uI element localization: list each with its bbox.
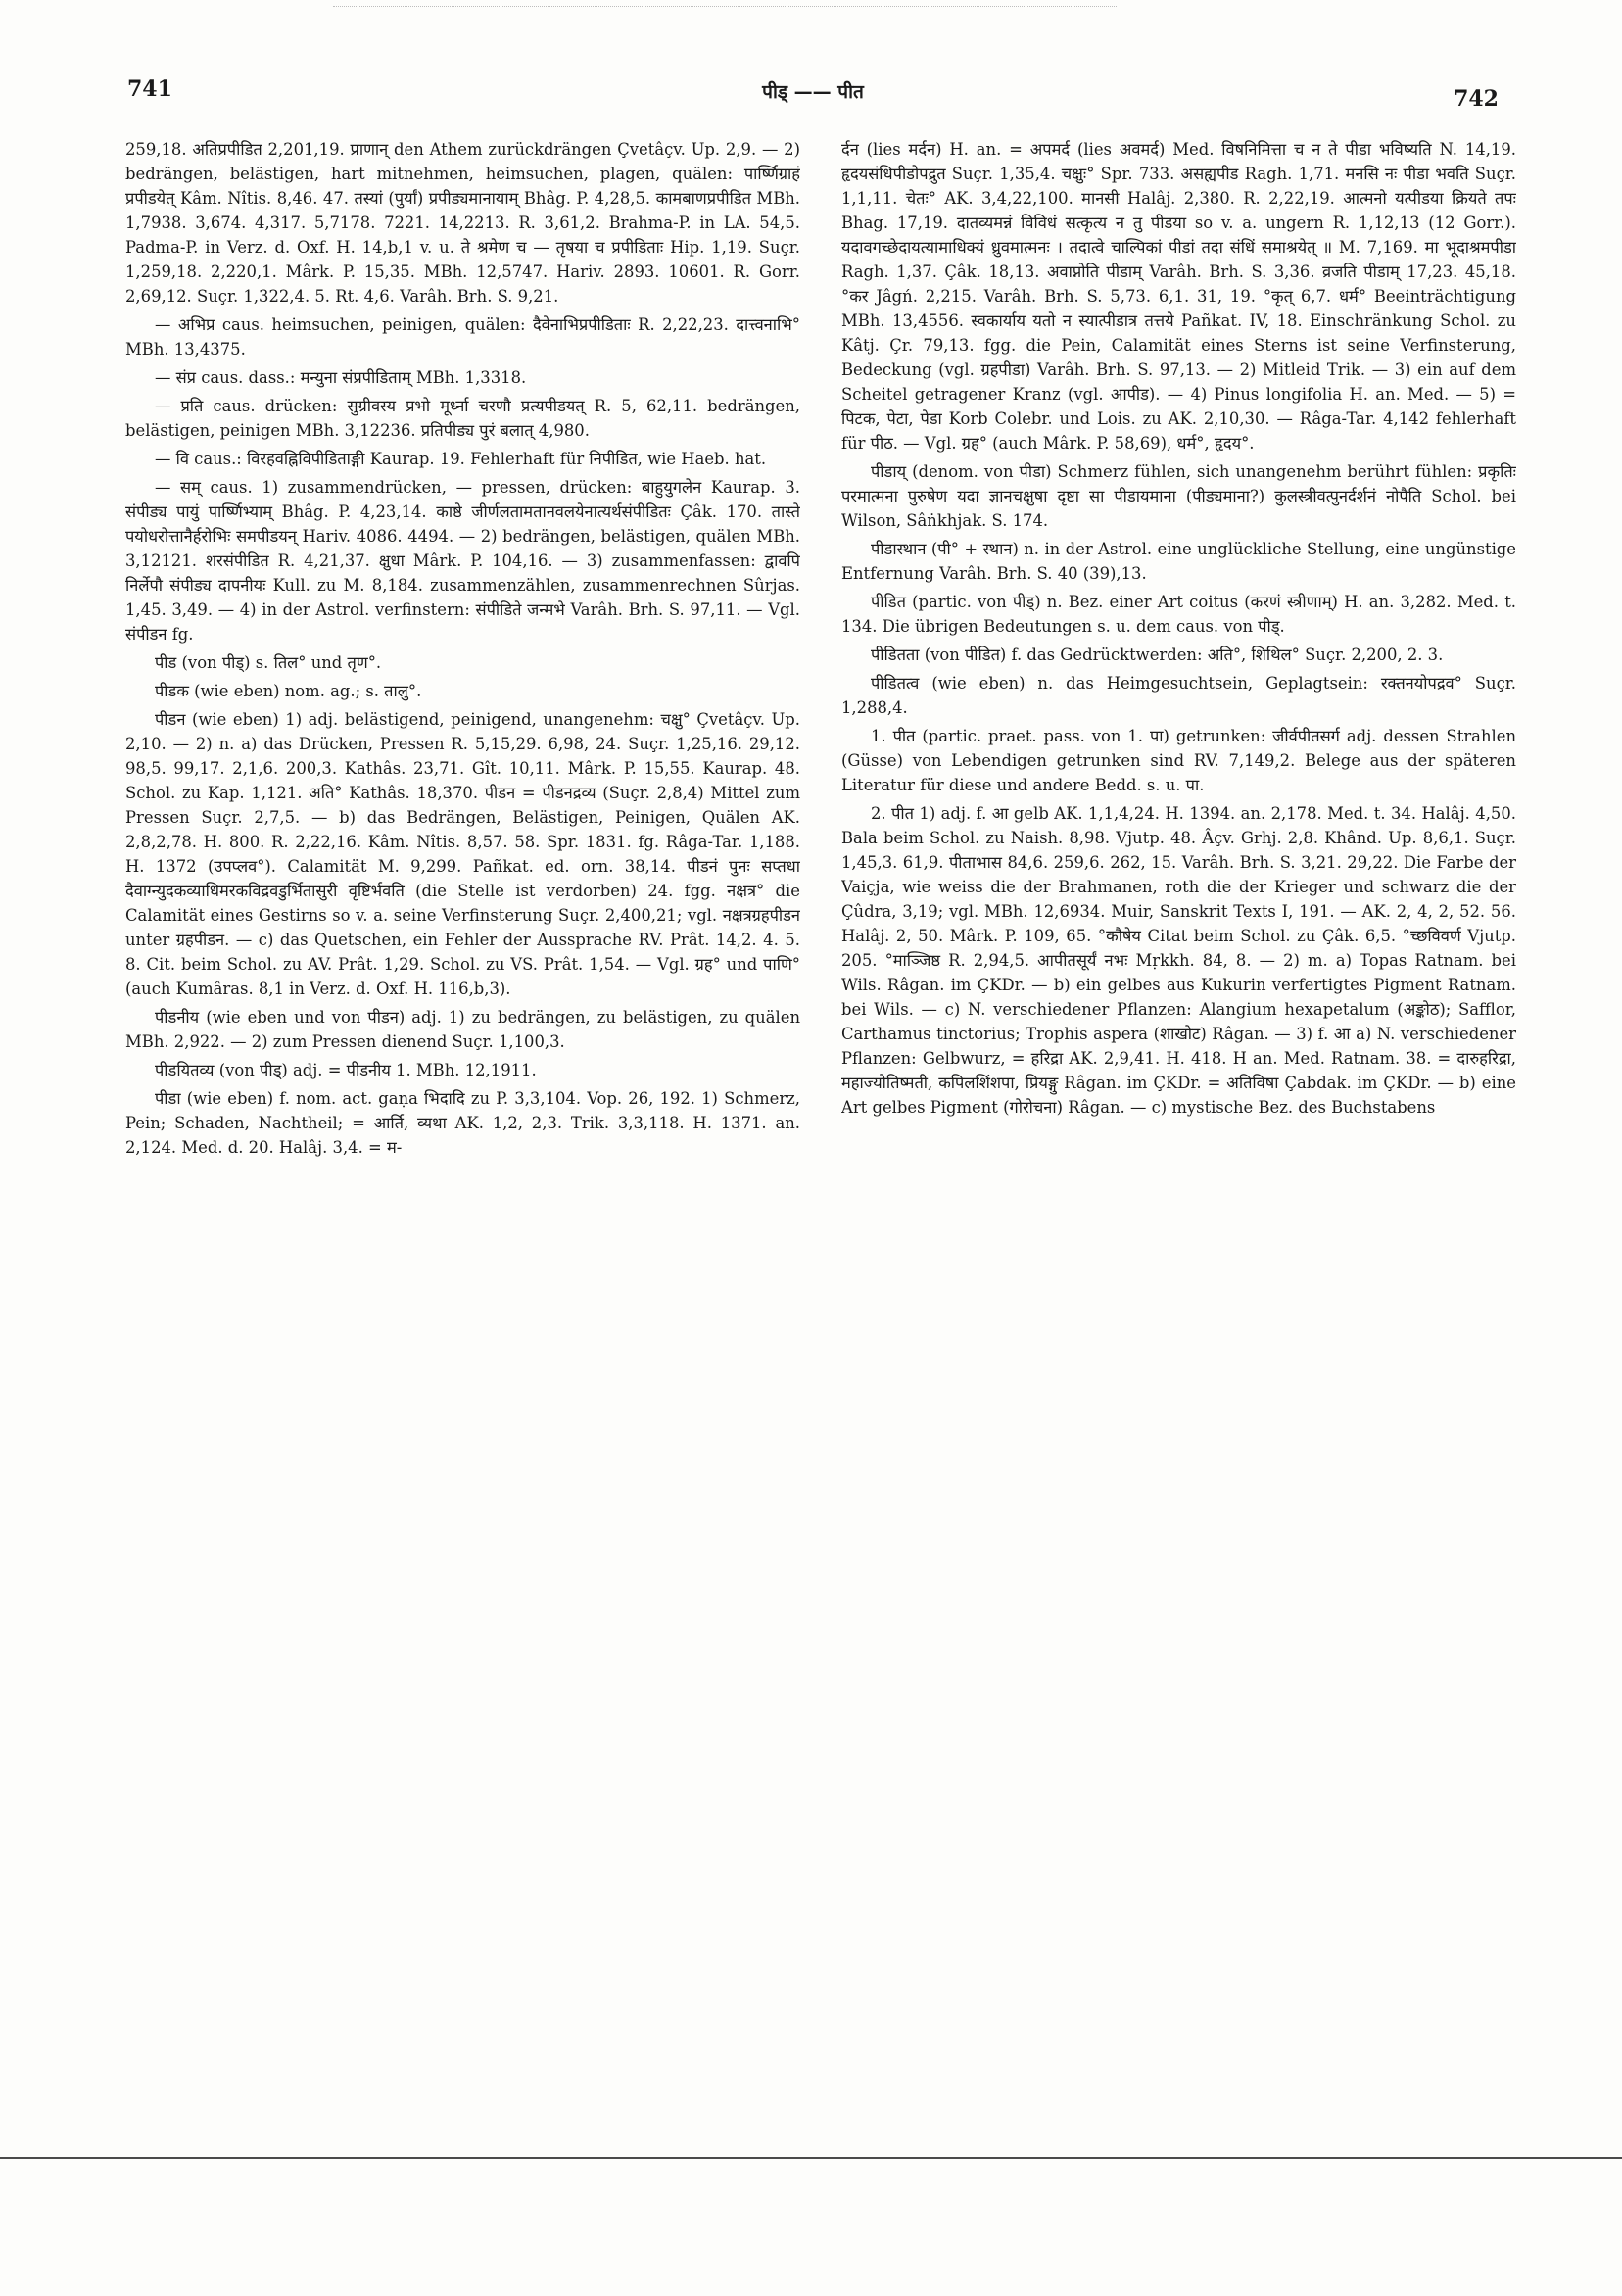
left-column <box>125 137 800 2096</box>
entry-paragraph: पीडनीय (wie eben und von पीडन) adj. 1) zu bedrängen, zu belästigen, zu quälen MBh. 2,922. — 2) zum Pressen dienend Suçr. 1,100,3. <box>125 1008 800 1051</box>
entry-paragraph: 2. पीत 1) adj. f. आ gelb AK. 1,1,4,24. H. 1394. an. 2,178. Med. t. 34. Halâj. 4,50. Bala beim Schol. zu Naish. 8,98. Vjutp. 48. Âçv. Grhj. 2,8. Khând. Up. 8,6,1. Suçr. 1,45,3. 61,9. पीताभास 84,6. 259,6. 262, 15. Varâh. Brh. S. 3,21. 29,22. Die Farbe der Vaiçja, wie weiss die der Brahmanen, roth die der Krieger und schwarz die der Çûdra, 3,19; vgl. MBh. 12,6934. Muir, Sanskrit Texts I, 191. — AK. 2, 4, 2, 52. 56. Halâj. 2, 50. Mârk. P. 109, 65. °कौषेय Citat beim Schol. zu Çâk. 6,5. °च्छविवर्ण Vjutp. 205. °माञ्जिष्ठ R. 2,94,5. आपीतसूर्यं नभः Mṛkkh. 84, 8. — 2) m. a) Topas Ratnam. bei Wils. Râgan. im ÇKDr. — b) ein gelbes aus Kukurin verfertigtes Pigment Ratnam. bei Wils. — c) N. verschiedener Pflanzen: Alangium hexapetalum (अङ्कोठ); Safflor, Carthamus tinctorius; Trophis aspera (शाखोट) Râgan. — 3) f. आ a) N. verschiedener Pflanzen: Gelbwurz, = हरिद्रा AK. 2,9,41. H. 418. H an. Med. Ratnam. 38. = दारुहरिद्रा, महाज्योतिष्मती, कपिलशिंशपा, प्रियङ्गु Râgan. im ÇKDr. = अतिविषा Çabdak. im ÇKDr. — b) eine Art gelbes Pigment (गोरोचना) Râgan. — c) mystische Bez. des Buchstabens <box>841 804 1516 1117</box>
entry-paragraph: पीडक (wie eben) nom. ag.; s. तालु°. <box>155 682 422 700</box>
entry-paragraph: पीडितत्व (wie eben) n. das Heimgesuchtsein, Geplagtsein: रक्तनयोपद्रव° Suçr. 1,288,4. <box>841 674 1516 717</box>
entry-paragraph: — अभिप्र caus. heimsuchen, peinigen, quälen: दैवेनाभिप्रपीडिताः R. 2,22,23. दात्त्वनाभि° MBh. 13,4375. <box>125 315 800 359</box>
bottom-rule <box>0 2157 1622 2159</box>
scan-artifact <box>333 0 1117 7</box>
running-head: पीड् —— पीत <box>762 81 864 103</box>
entry-paragraph: — सम् caus. 1) zusammendrücken, — pressen, drücken: बाहुयुगलेन Kaurap. 3. संपीड्य पायुं पार्ष्णिभ्याम् Bhâg. P. 4,23,14. काष्ठे जीर्णलतामतानवलयेनात्यर्थसंपीडितः Çâk. 170. तास्ते पयोधरोत्तानैर्हरोभिः समपीडयन् Hariv. 4086. 4494. — 2) bedrängen, belästigen, quälen MBh. 3,12121. शरसंपीडित R. 4,21,37. क्षुधा Mârk. P. 104,16. — 3) zusammenfassen: द्वावपि निर्लेपौ संपीड्य दापनीयः Kull. zu M. 8,184. zusammenzählen, zusammenrechnen Sûrjas. 1,45. 3,49. — 4) in der Astrol. verfinstern: संपीडिते जन्मभे Varâh. Brh. S. 97,11. — Vgl. संपीडन fg. <box>125 478 800 644</box>
entry-paragraph: पीडन (wie eben) 1) adj. belästigend, peinigend, unangenehm: चक्षु° Çvetâçv. Up. 2,10. — 2) n. a) das Drücken, Pressen R. 5,15,29. 6,98, 24. Suçr. 1,25,16. 29,12. 98,5. 99,17. 2,1,6. 200,3. Kathâs. 23,71. Gît. 10,11. Mârk. P. 15,55. Kaurap. 48. Schol. zu Kap. 1,121. अति° Kathâs. 18,370. पीडन = पीडनद्रव्य (Suçr. 2,8,4) Mittel zum Pressen Suçr. 2,7,5. — b) das Bedrängen, Belästigen, Peinigen, Quälen AK. 2,8,2,78. H. 800. R. 2,22,16. Kâm. Nîtis. 8,57. 58. Spr. 1831. fg. Râga-Tar. 1,188. H. 1372 (उपप्लव°). Calamität M. 9,299. Pañkat. ed. orn. 38,14. पीडनं पुनः सप्तधा दैवाग्न्युदकव्याधिमरकविद्रवडुर्भितासुरी वृष्टिर्भवति (die Stelle ist verdorben) 24. fgg. नक्षत्र° die Calamität eines Gestirns so v. a. seine Verfinsterung Suçr. 2,400,21; vgl. नक्षत्रग्रहपीडन unter ग्रहपीडन. — c) das Quetschen, ein Fehler der Aussprache RV. Prât. 14,2. 4. 5. 8. Cit. beim Schol. zu AV. Prât. 1,29. Schol. zu VS. Prât. 1,54. — Vgl. ग्रह° und पाणि° (auch Kumâras. 8,1 in Verz. d. Oxf. H. 116,b,3). <box>125 710 800 998</box>
entry-paragraph: पीडास्थान (पी° + स्थान) n. in der Astrol. eine unglückliche Stellung, eine ungünstige Entfernung Varâh. Brh. S. 40 (39),13. <box>841 540 1516 583</box>
entry-paragraph: पीडित (partic. von पीड्) n. Bez. einer Art coitus (करणं स्त्रीणाम्) H. an. 3,282. Med. t. 134. Die übrigen Bedeutungen s. u. dem caus. von पीड्. <box>841 593 1516 636</box>
entry-paragraph: पीडितता (von पीडित) f. das Gedrücktwerden: अति°, शिथिल° Suçr. 2,200, 2. 3. <box>871 646 1444 664</box>
entry-paragraph: — प्रति caus. drücken: सुग्रीवस्य प्रभो मूर्ध्ना चरणौ प्रत्यपीडयत् R. 5, 62,11. bedrängen, belästigen, peinigen MBh. 3,12236. प्रतिपीड्य पुरं बलात् 4,980. <box>125 397 800 440</box>
entry-paragraph: पीडा (wie eben) f. nom. act. gaṇa भिदादि zu P. 3,3,104. Vop. 26, 192. 1) Schmerz, Pein; Schaden, Nachtheil; = आर्ति, व्यथा AK. 1,2, 2,3. Trik. 3,3,118. H. 1371. an. 2,124. Med. d. 20. Halâj. 3,4. = म- <box>125 1089 800 1157</box>
right-column <box>841 137 1516 2096</box>
page-number-right: 742 <box>1454 86 1499 112</box>
entry-paragraph: पीड (von पीड्) s. तिल° und तृण°. <box>155 653 382 672</box>
two-column-body <box>125 137 1516 2096</box>
page-number-left: 741 <box>127 76 172 102</box>
entry-paragraph: — संप्र caus. dass.: मन्युना संप्रपीडिताम् MBh. 1,3318. <box>155 368 527 387</box>
entry-paragraph: पीडाय् (denom. von पीडा) Schmerz fühlen, sich unangenehm berührt fühlen: प्रकृतिः परमात्मना पुरुषेण यदा ज्ञानचक्षुषा दृष्टा सा पीडायमाना (पीड्यमाना?) कुलस्त्रीवत्पुनर्दर्शनं नोपैति Schol. bei Wilson, Sâṅkhjak. S. 174. <box>841 462 1516 530</box>
entry-paragraph: — वि caus.: विरहवह्निविपीडिताङ्गी Kaurap. 19. Fehlerhaft für निपीडित, wie Haeb. hat. <box>155 450 767 468</box>
entry-paragraph: 1. पीत (partic. praet. pass. von 1. पा) getrunken: जीर्वपीतसर्ग adj. dessen Strahlen (Güsse) von Lebendigen getrunken sind RV. 7,149,2. Belege aus der späteren Literatur für diese und andere Bedd. s. u. पा. <box>841 727 1516 794</box>
page-header <box>118 76 1508 125</box>
entry-paragraph: पीडयितव्य (von पीड्) adj. = पीडनीय 1. MBh. 12,1911. <box>155 1061 537 1079</box>
entry-paragraph: 259,18. अतिप्रपीडित 2,201,19. प्राणान् den Athem zurückdrängen Çvetâçv. Up. 2,9. — 2) bedrängen, belästigen, hart mitnehmen, heimsuchen, plagen, quälen: पार्ष्णिग्राहं प्रपीडयेत् Kâm. Nîtis. 8,46. 47. तस्यां (पुर्यां) प्रपीड्यमानायाम् Bhâg. P. 4,28,5. कामबाणप्रपीडित MBh. 1,7938. 3,674. 4,317. 5,7178. 7221. 14,2213. R. 3,61,2. Brahma-P. in LA. 54,5. Padma-P. in Verz. d. Oxf. H. 14,b,1 v. u. ते श्रमेण च — तृषया च प्रपीडिताः Hip. 1,19. Suçr. 1,259,18. 2,220,1. Mârk. P. 15,35. MBh. 12,5747. Hariv. 2893. 10601. R. Gorr. 2,69,12. Suçr. 1,322,4. 5. Rt. 4,6. Varâh. Brh. S. 9,21. <box>125 140 800 306</box>
entry-paragraph: र्दन (lies मर्दन) H. an. = अपमर्द (lies अवमर्द) Med. विषनिमित्ता च न ते पीडा भविष्यति N. 14,19. हृदयसंधिपीडोपद्रुत Suçr. 1,35,4. चक्षुः° Spr. 733. असह्यपीड Ragh. 1,71. मनसि नः पीडा भवति Suçr. 1,1,11. चेतः° AK. 3,4,22,100. मानसी Halâj. 2,380. R. 2,22,19. आत्मनो यत्पीडया क्रियते तपः Bhag. 17,19. दातव्यमन्नं विविधं सत्कृत्य न तु पीडया so v. a. ungern R. 1,12,13 (12 Gorr.). यदावगच्छेदायत्यामाधिक्यं ध्रुवमात्मनः । तदात्वे चाल्पिकां पीडां तदा संधिं समाश्रयेत् ॥ M. 7,169. मा भूदाश्रमपीडा Ragh. 1,37. Çâk. 18,13. अवाप्नोति पीडाम् Varâh. Brh. S. 3,36. व्रजति पीडाम् 17,23. 45,18. °कर Jâgń. 2,215. Varâh. Brh. S. 5,73. 6,1. 31, 19. °कृत् 6,7. धर्म° Beeinträchtigung MBh. 13,4556. स्वकार्याय यतो न स्यात्पीडात्र तत्तये Pañkat. IV, 18. Einschränkung Schol. zu Kâtj. Çr. 79,13. fgg. die Pein, Calamität eines Sterns ist seine Verfinsterung, Bedeckung (vgl. ग्रहपीडा) Varâh. Brh. S. 97,13. — 2) Mitleid Trik. — 3) ein auf dem Scheitel getragener Kranz (vgl. आपीड). — 4) Pinus longifolia H. an. Med. — 5) = पिटक, पेटा, पेडा Korb Colebr. und Lois. zu AK. 2,10,30. — Râga-Tar. 4,142 fehlerhaft für पीठ. — Vgl. ग्रह° (auch Mârk. P. 58,69), धर्म°, हृदय°. <box>841 140 1516 453</box>
